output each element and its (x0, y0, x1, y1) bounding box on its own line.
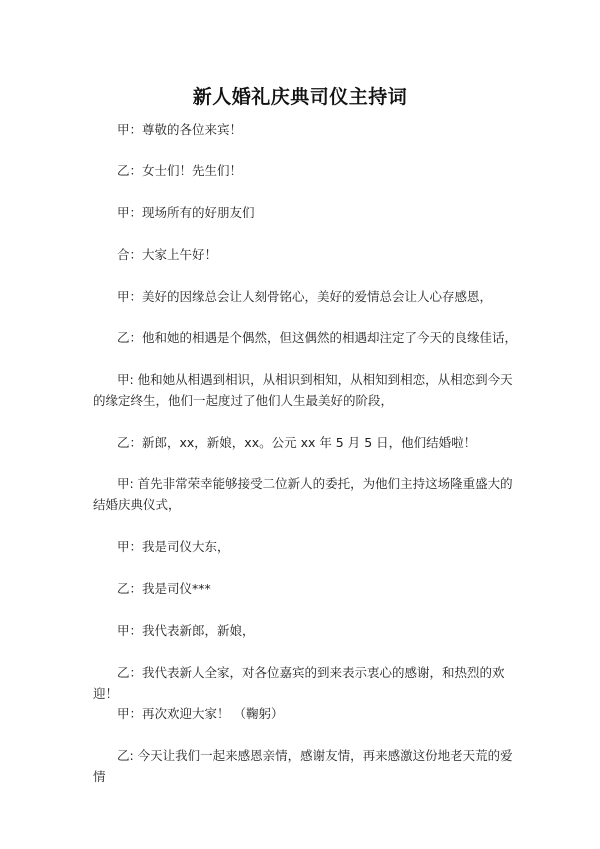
paragraph-1: 甲：尊敬的各位来宾！ (117, 122, 243, 137)
paragraph-9: 甲: 首先非常荣幸能够接受二位新人的委托，为他们主持这场隆重盛大的结婚庆典仪式， (93, 476, 513, 512)
paragraph-6: 乙：他和她的相遇是个偶然，但这偶然的相遇却注定了今天的良缘佳话， (117, 330, 518, 345)
paragraph-4: 合：大家上午好！ (117, 247, 218, 262)
paragraph-13: 乙：我代表新人全家，对各位嘉宾的到来表示衷心的感谢，和热烈的欢迎！ (93, 665, 505, 701)
paragraph-7: 甲: 他和她从相遇到相识，从相识到相知，从相知到相恋，从相恋到今天的缘定终生，他们一起度过了他们人生最美好的阶段， (93, 372, 513, 408)
paragraph-15: 乙: 今天让我们一起来感恩亲情，感谢友情，再来感激这份地老天荒的爱情 (93, 748, 513, 784)
document-title: 新人婚礼庆典司仪主持词 (192, 86, 408, 108)
paragraph-14: 甲：再次欢迎大家！ （鞠躬） (117, 706, 284, 721)
paragraph-2: 乙：女士们！先生们！ (117, 163, 243, 178)
paragraph-8: 乙：新郎，xx，新娘，xx。公元 xx 年 5 月 5 日，他们结婚啦！ (117, 435, 477, 450)
paragraph-11: 乙：我是司仪*** (117, 581, 211, 596)
paragraph-5: 甲：美好的因缘总会让人刻骨铭心，美好的爱情总会让人心存感恩， (117, 289, 493, 304)
paragraph-3: 甲：现场所有的好朋友们 (117, 205, 255, 220)
paragraph-10: 甲：我是司仪大东， (117, 539, 230, 554)
paragraph-12: 甲：我代表新郎，新娘， (117, 623, 255, 638)
